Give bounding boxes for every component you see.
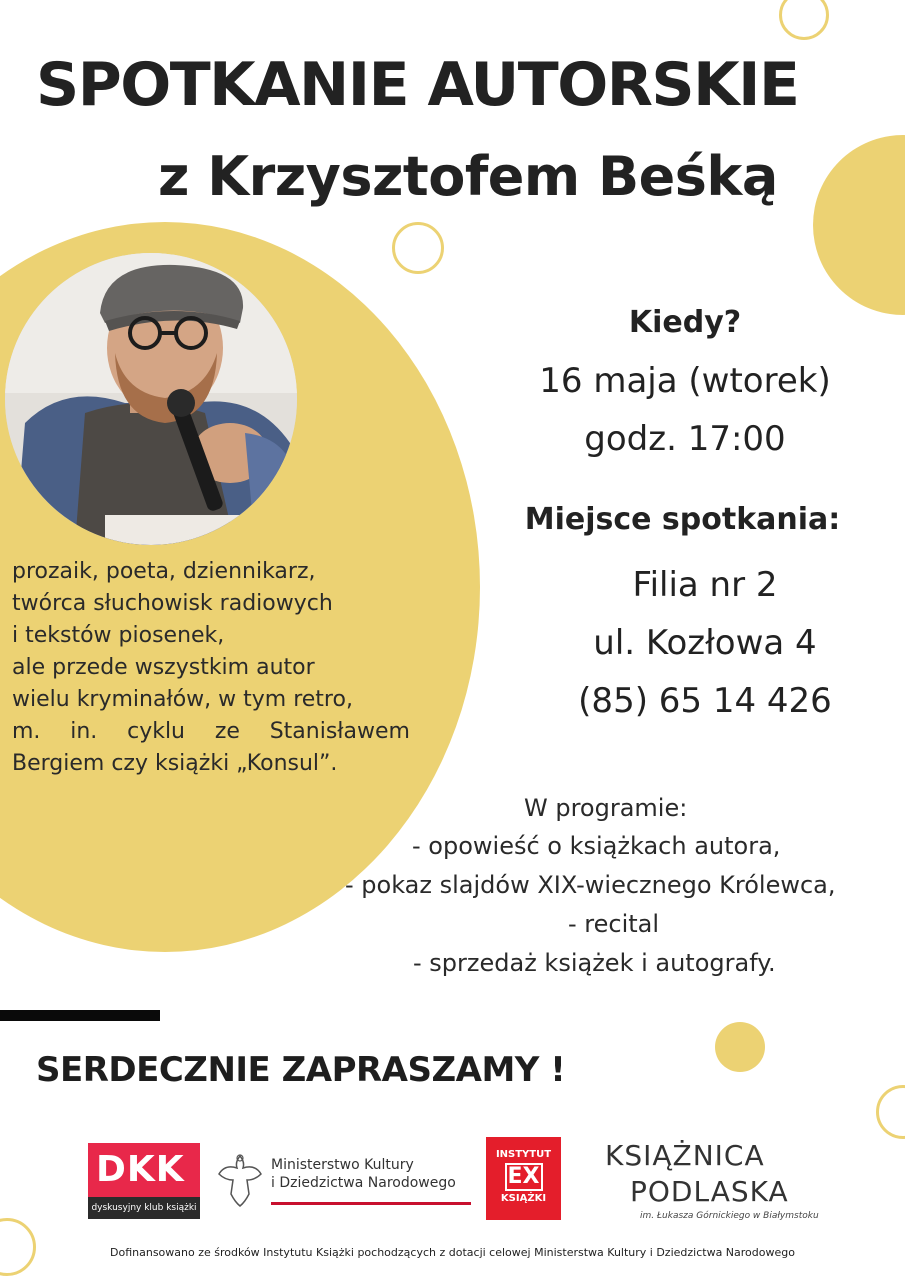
- polish-eagle-emblem: [215, 1150, 265, 1208]
- place-phone: (85) 65 14 426: [578, 681, 832, 721]
- place-branch: Filia nr 2: [632, 565, 778, 605]
- ministry-line2: i Dziedzictwa Narodowego: [271, 1175, 456, 1191]
- ministry-red-line: [271, 1202, 471, 1205]
- decor-ring-middle: [392, 222, 444, 274]
- ksiaznica-podlaska-logo: [600, 1137, 819, 1227]
- institute-bottom-label: KSIĄŻKI: [500, 1193, 547, 1204]
- dkk-caption: dyskusyjny klub książki: [88, 1197, 200, 1219]
- bio-line: Bergiem czy książki „Konsul”.: [12, 751, 338, 776]
- author-photo: [5, 253, 297, 545]
- bio-line: prozaik, poeta, dziennikarz,: [12, 559, 316, 584]
- funding-note: Dofinansowano ze środków Instytutu Książki pochodzących z dotacji celowej Ministerstwa Kultury i Dziedzictwa Narodowego: [110, 1246, 795, 1259]
- bio-line: m. in. cyklu ze Stanisławem: [12, 719, 410, 744]
- bio-line: twórca słuchowisk radiowych: [12, 591, 333, 616]
- bio-line: ale przede wszystkim autor: [12, 655, 315, 680]
- divider-bar: [0, 1010, 160, 1021]
- ministry-line1: Ministerstwo Kultury: [271, 1157, 414, 1173]
- program-item: - recital: [568, 910, 660, 938]
- dkk-mark: DKK: [88, 1143, 200, 1197]
- poster-title: SPOTKANIE AUTORSKIE: [36, 50, 799, 120]
- bio-line: wielu kryminałów, w tym retro,: [12, 687, 353, 712]
- when-heading: Kiedy?: [628, 305, 742, 340]
- event-time: godz. 17:00: [584, 419, 786, 459]
- decor-ring-bottom-right: [876, 1085, 905, 1139]
- poster-subtitle: z Krzysztofem Beśką: [158, 145, 778, 208]
- bio-line: i tekstów piosenek,: [12, 623, 225, 648]
- program-item: - sprzedaż książek i autografy.: [413, 949, 776, 977]
- decor-ring-top: [779, 0, 829, 40]
- invitation-text: SERDECZNIE ZAPRASZAMY !: [36, 1050, 566, 1090]
- ksiaznica-subtitle: im. Łukasza Górnickiego w Białymstoku: [640, 1211, 819, 1221]
- institute-mark-icon: EX: [505, 1163, 543, 1191]
- ministry-logo: [215, 1150, 470, 1210]
- place-street: ul. Kozłowa 4: [593, 623, 817, 663]
- ksiaznica-line2: PODLASKA: [630, 1175, 789, 1208]
- institute-top-label: INSTYTUT: [495, 1149, 552, 1160]
- author-bio: [12, 556, 410, 780]
- instytut-ksiazki-logo: [486, 1137, 561, 1220]
- decor-circle-right: [813, 135, 905, 315]
- program-heading: W programie:: [524, 794, 688, 822]
- program-item: - pokaz slajdów XIX-wiecznego Królewca,: [345, 871, 836, 899]
- decor-dot-bottom: [715, 1022, 765, 1072]
- ksiaznica-line1: KSIĄŻNICA: [605, 1139, 765, 1172]
- dkk-logo: [88, 1143, 200, 1219]
- event-date: 16 maja (wtorek): [539, 361, 831, 401]
- program-item: - opowieść o książkach autora,: [412, 832, 781, 860]
- place-heading: Miejsce spotkania:: [524, 502, 841, 537]
